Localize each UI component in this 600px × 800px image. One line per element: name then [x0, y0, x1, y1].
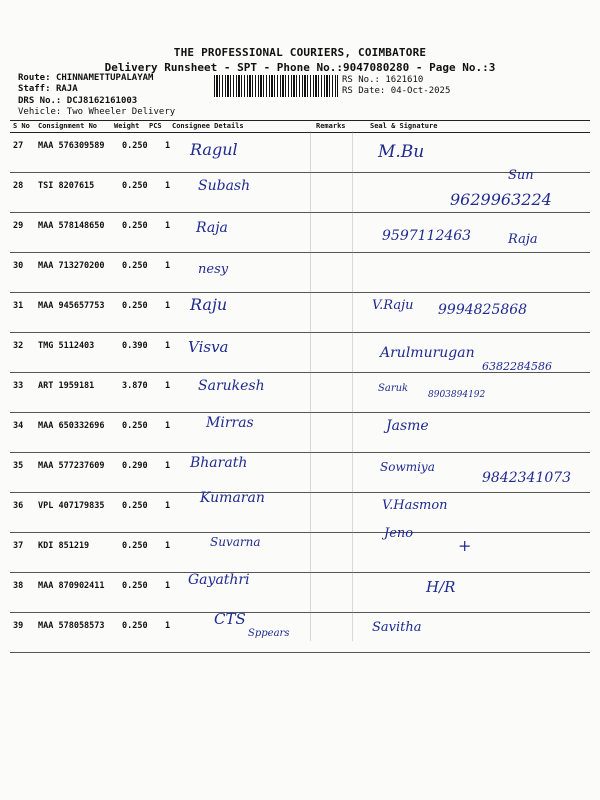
serial-no: 37 — [13, 541, 24, 551]
signature-handwriting: H/R — [426, 578, 456, 596]
serial-no: 38 — [13, 581, 24, 591]
staff-line: Staff: RAJA — [18, 84, 78, 94]
serial-no: 27 — [13, 141, 24, 151]
pieces: 1 — [165, 541, 171, 551]
signature-handwriting: Saruk — [378, 383, 409, 394]
vehicle-value: Two Wheeler Delivery — [66, 107, 176, 117]
table-row — [10, 372, 590, 413]
consignment-no: VPL 407179835 — [38, 501, 105, 511]
weight: 0.250 — [122, 261, 148, 271]
signature-note: + — [458, 536, 472, 555]
weight: 0.250 — [122, 501, 148, 511]
pieces: 1 — [165, 141, 171, 151]
consignment-no: ART 1959181 — [38, 381, 95, 391]
consignee-handwriting: Visva — [188, 338, 229, 356]
signature-handwriting: Arulmurugan — [380, 345, 475, 361]
signature-note: Sppears — [248, 628, 290, 639]
table-row — [10, 252, 590, 293]
pieces: 1 — [165, 381, 171, 391]
column-divider — [352, 131, 353, 641]
consignee-handwriting: Gayathri — [188, 572, 250, 588]
consignee-handwriting: Bharath — [190, 455, 248, 471]
consignee-handwriting: Mirras — [206, 415, 254, 431]
col-signature: Seal & Signature — [370, 122, 438, 130]
consignment-no: MAA 578058573 — [38, 621, 105, 631]
serial-no: 34 — [13, 421, 24, 431]
weight: 0.250 — [122, 301, 148, 311]
consignee-handwriting: Raja — [196, 220, 228, 236]
serial-no: 30 — [13, 261, 24, 271]
consignment-no: TSI 8207615 — [38, 181, 95, 191]
consignee-handwriting: Ragul — [190, 140, 238, 159]
signature-handwriting: V.Hasmon — [382, 498, 448, 513]
column-divider — [310, 131, 311, 641]
consignment-no: MAA 578148650 — [38, 221, 105, 231]
rs-no-line: RS No.: 1621610 — [342, 75, 424, 85]
signature-note: 6382284586 — [482, 360, 552, 373]
serial-no: 35 — [13, 461, 24, 471]
pieces: 1 — [165, 421, 171, 431]
serial-no: 39 — [13, 621, 24, 631]
weight: 0.250 — [122, 621, 148, 631]
consignee-handwriting: CTS — [214, 610, 246, 628]
table-row — [10, 572, 590, 613]
document-title: THE PROFESSIONAL COURIERS, COIMBATORE — [173, 46, 427, 59]
consignee-handwriting: Sarukesh — [198, 378, 265, 394]
consignment-no: TMG 5112403 — [38, 341, 95, 351]
consignee-handwriting: nesy — [198, 262, 229, 277]
weight: 0.250 — [122, 581, 148, 591]
weight: 0.250 — [122, 541, 148, 551]
staff-value: RAJA — [55, 84, 78, 94]
serial-no: 29 — [13, 221, 24, 231]
signature-handwriting: M.Bu — [378, 142, 425, 162]
consignment-no: MAA 577237609 — [38, 461, 105, 471]
col-consignment: Consignment No — [38, 122, 98, 130]
consignment-no: MAA 576309589 — [38, 141, 105, 151]
consignment-no: MAA 870902411 — [38, 581, 105, 591]
consignee-handwriting: Suvarna — [210, 535, 261, 549]
weight: 0.250 — [122, 221, 148, 231]
serial-no: 31 — [13, 301, 24, 311]
pieces: 1 — [165, 301, 171, 311]
drs-line: DRS No.: DCJ8162161003 — [18, 96, 138, 106]
weight: 0.250 — [122, 421, 148, 431]
consignee-handwriting: Subash — [198, 178, 251, 194]
serial-no: 36 — [13, 501, 24, 511]
consignee-handwriting: Kumaran — [200, 490, 265, 506]
col-pcs: PCS — [149, 122, 162, 130]
consignment-no: MAA 650332696 — [38, 421, 105, 431]
rs-date-value: 04-Oct-2025 — [390, 86, 451, 96]
signature-handwriting: V.Raju — [372, 298, 414, 313]
signature-note: 9842341073 — [482, 470, 572, 486]
rs-date-line: RS Date: 04-Oct-2025 — [342, 86, 451, 96]
signature-handwriting: Savitha — [372, 620, 422, 635]
signature-handwriting: Raja — [508, 232, 538, 247]
signature-handwriting: Jasme — [386, 418, 429, 434]
serial-no: 32 — [13, 341, 24, 351]
signature-note: 9994825868 — [438, 302, 528, 318]
weight: 0.250 — [122, 181, 148, 191]
route-value: CHINNAMETTUPALAYAM — [55, 73, 154, 83]
serial-no: 33 — [13, 381, 24, 391]
table-row — [10, 492, 590, 533]
signature-note: 8903894192 — [428, 390, 486, 400]
signature-note: 9629963224 — [450, 190, 552, 209]
rs-no-value: 1621610 — [385, 75, 424, 85]
col-weight: Weight — [114, 122, 140, 130]
pieces: 1 — [165, 261, 171, 271]
table-row — [10, 132, 590, 173]
vehicle-line: Vehicle: Two Wheeler Delivery — [18, 107, 176, 117]
consignee-handwriting: Raju — [190, 295, 228, 314]
table-row — [10, 532, 590, 573]
weight: 3.870 — [122, 381, 148, 391]
pieces: 1 — [165, 341, 171, 351]
signature-handwriting: Jeno — [384, 526, 414, 541]
weight: 0.390 — [122, 341, 148, 351]
weight: 0.250 — [122, 141, 148, 151]
table-row — [10, 212, 590, 253]
pieces: 1 — [165, 221, 171, 231]
col-remarks: Remarks — [316, 122, 346, 130]
serial-no: 28 — [13, 181, 24, 191]
consignment-no: MAA 713270200 — [38, 261, 105, 271]
drs-value: DCJ8162161003 — [66, 96, 138, 106]
pieces: 1 — [165, 461, 171, 471]
route-line: Route: CHINNAMETTUPALAYAM — [18, 73, 154, 83]
col-sno: S No — [13, 122, 30, 130]
consignment-no: MAA 945657753 — [38, 301, 105, 311]
pieces: 1 — [165, 581, 171, 591]
signature-handwriting: Sun — [508, 168, 534, 183]
barcode — [214, 75, 338, 97]
col-consignee: Consignee Details — [172, 122, 244, 130]
weight: 0.290 — [122, 461, 148, 471]
signature-note: 9597112463 — [382, 228, 472, 244]
pieces: 1 — [165, 181, 171, 191]
table-row — [10, 412, 590, 453]
document-subtitle: Delivery Runsheet - SPT - Phone No.:9047080280 - Page No.:3 — [104, 61, 496, 74]
signature-handwriting: Sowmiya — [380, 460, 435, 474]
pieces: 1 — [165, 501, 171, 511]
consignment-no: KDI 851219 — [38, 541, 90, 551]
pieces: 1 — [165, 621, 171, 631]
table-row — [10, 612, 590, 653]
